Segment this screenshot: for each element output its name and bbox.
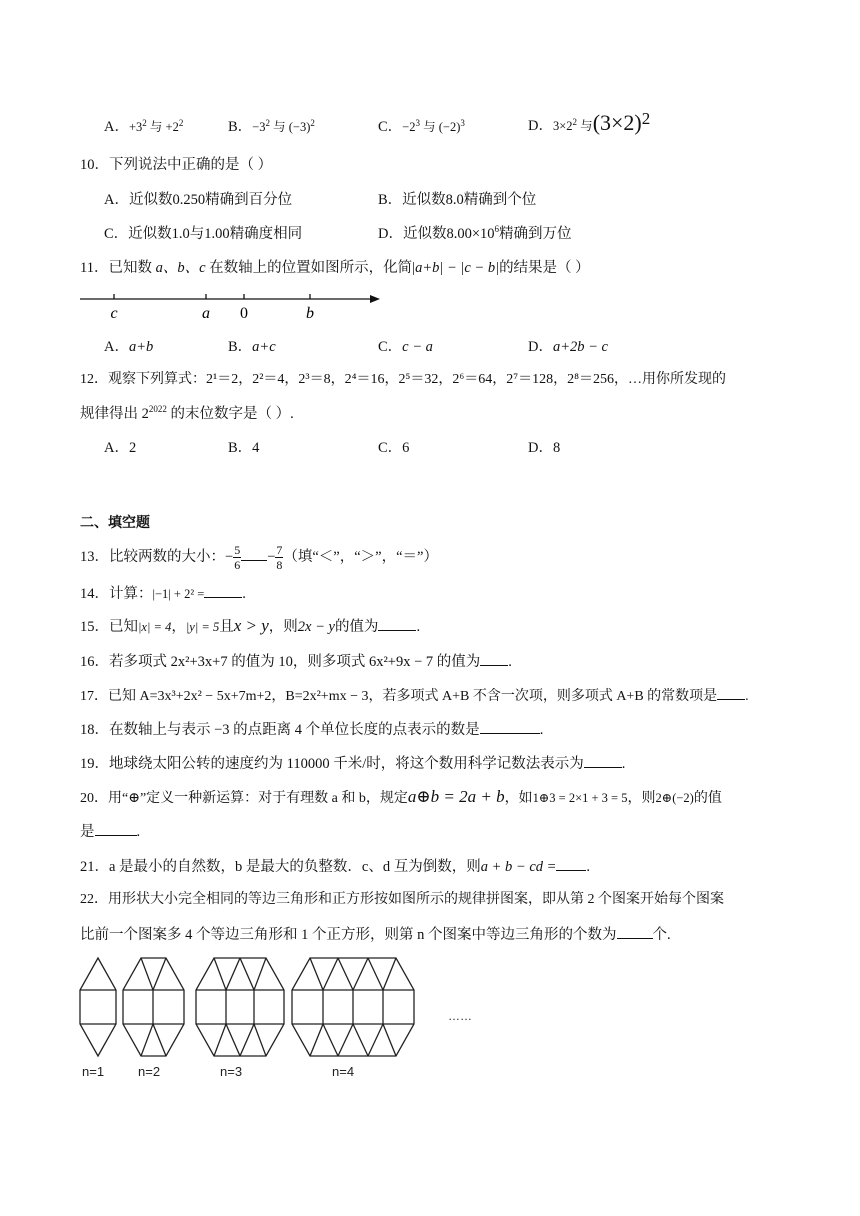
q22-line1: 22．用形状大小完全相同的等边三角形和正方形按如图所示的规律拼图案，即从第 2 个图案开始每个图案 [80, 892, 724, 907]
q9-option-b: B．$-3^2$ 与 $(-3)^2$ [228, 117, 315, 135]
pattern-label-n1: n=1 [82, 1064, 105, 1079]
pattern-n1 [80, 958, 116, 1056]
pattern-n4 [292, 958, 414, 1056]
axis-label-a: a [202, 305, 210, 322]
q11-option-b: B．a+c [228, 339, 276, 355]
section-heading: 二、填空题 [80, 514, 150, 530]
q11-option-c: C．c − a [378, 339, 433, 355]
axis-label-b: b [306, 305, 314, 322]
pattern-figure [76, 954, 496, 1084]
q11-option-d: D．a+2b − c [528, 339, 608, 355]
q14: 14．计算：|−1| + 2² = . [80, 583, 246, 604]
q12-option-d: D．8 [528, 440, 561, 456]
number-line [76, 286, 386, 326]
pattern-label-n3: n=3 [220, 1064, 243, 1079]
q10-option-d: D．近似数$8.00\times 10^6$精确到万位 [378, 224, 572, 242]
q10-option-c: C．近似数1.0与1.00精确度相同 [104, 226, 303, 242]
pattern-n2 [123, 958, 184, 1056]
q15: 15．已知|x| = 4，|y| = 5且x > y，则2x − y的值为 . [80, 616, 421, 635]
q10-stem: 10．下列说法中正确的是（ ） [80, 157, 273, 173]
q20-line2: 是 . [80, 821, 140, 842]
q11-option-a: A．a+b [104, 339, 154, 355]
q17: 17．已知 A=3x³+2x² − 5x+7m+2，B=2x²+mx − 3，若多项式 A+B 不含一次项，则多项式 A+B 的常数项是 . [80, 685, 749, 707]
axis-label-0: 0 [240, 305, 248, 322]
q9-option-d: D．$3\times 2^2$ 与(3×2)2 [528, 109, 651, 135]
q9-option-a: A．$+3^2$ 与 $+2^2$ [104, 117, 184, 135]
axis-label-c: c [110, 305, 118, 322]
q13: 13．比较两数的大小：− $\frac{5}{6}$ − $\frac{7}{8}$ （填“＜”，“＞”，“＝”） [80, 543, 438, 573]
pattern-label-n2: n=2 [138, 1064, 161, 1079]
q18: 18．在数轴上与表示 −3 的点距离 4 个单位长度的点表示的数是 . [80, 719, 543, 740]
q12-option-c: C．6 [378, 440, 410, 456]
q16: 16．若多项式 2x²+3x+7 的值为 10，则多项式 6x²+9x − 7 的值为 . [80, 651, 512, 672]
pattern-ellipsis: …… [448, 1009, 472, 1023]
q22-line2: 比前一个图案多 4 个等边三角形和 1 个正方形，则第 n 个图案中等边三角形的个数为 个. [80, 924, 671, 945]
pattern-n3 [196, 958, 284, 1056]
q10-option-b: B．近似数8.0精确到个位 [378, 192, 537, 208]
pattern-label-n4: n=4 [332, 1064, 355, 1079]
q19: 19．地球绕太阳公转的速度约为 110000 千米/时，将这个数用科学记数法表示为 . [80, 753, 625, 774]
q10-option-a: A．近似数0.250精确到百分位 [104, 192, 293, 208]
q12-line2: 规律得出 $2^{2022}$ 的末位数字是（ ）. [80, 404, 294, 422]
q12-option-b: B．4 [228, 440, 260, 456]
q9-option-c: C．$-2^3$ 与 $(-2)^3$ [378, 117, 465, 135]
q21: 21．a 是最小的自然数，b 是最大的负整数．c、d 互为倒数，则a + b − cd = . [80, 856, 590, 877]
q11-stem: 11．已知数 a、b、c 在数轴上的位置如图所示，化简|a+b| − |c − b|的结果是（ ） [80, 260, 590, 276]
q20-line1: 20．用“⊕”定义一种新运算：对于有理数 a 和 b，规定a⊕b = 2a + b，如1⊕3 = 2×1 + 3 = 5，则2⊕(−2)的值 [80, 787, 722, 806]
q12-option-a: A．2 [104, 440, 137, 456]
q12-line1: 12．观察下列算式：2¹＝2，2²＝4，2³＝8，2⁴＝16，2⁵＝32，2⁶＝64，2⁷＝128，2⁸＝256，…用你所发现的 [80, 372, 726, 387]
number-line-arrow [370, 295, 380, 303]
